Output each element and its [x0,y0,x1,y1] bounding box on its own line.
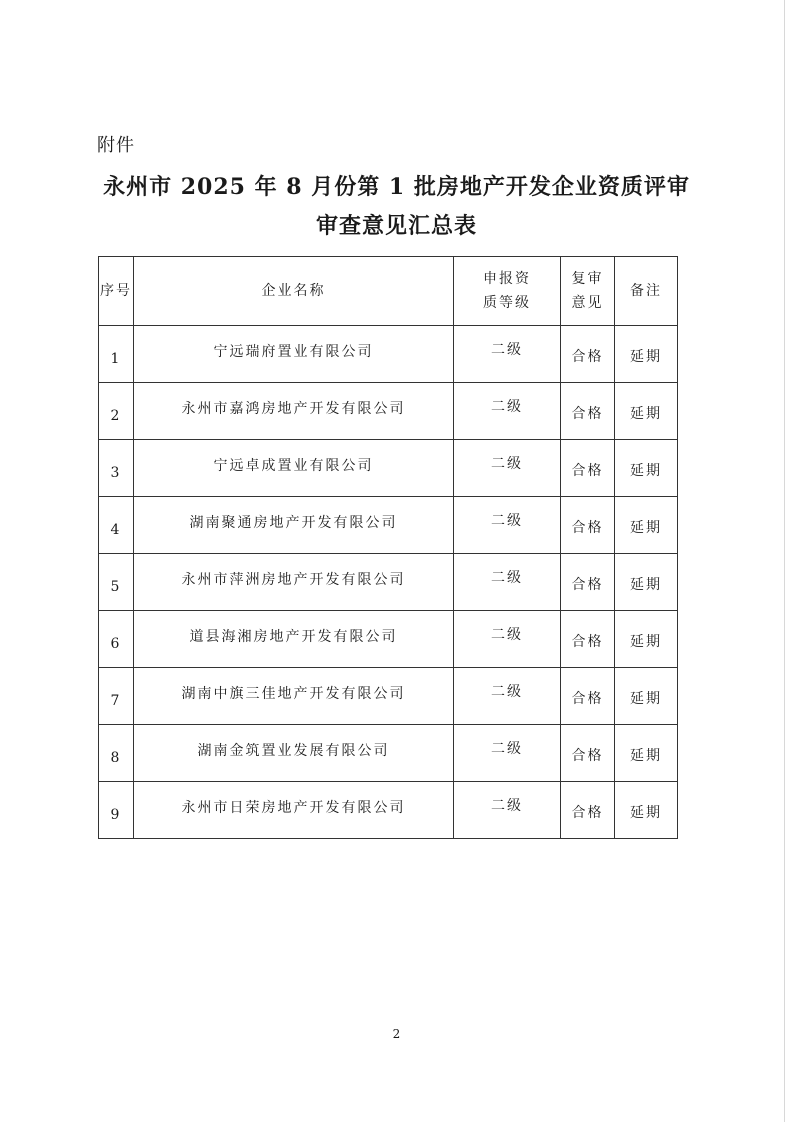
row-review: 合格 [561,554,615,611]
table-row [99,497,678,554]
row-remark: 延期 [615,782,678,839]
row-remark: 延期 [615,497,678,554]
row-company-name: 湖南金筑置业发展有限公司 [134,725,454,782]
row-remark: 延期 [615,668,678,725]
row-remark: 延期 [615,611,678,668]
row-review: 合格 [561,326,615,383]
row-remark: 延期 [615,554,678,611]
row-seq: 9 [99,782,134,839]
table-row [99,440,678,497]
table-row [99,782,678,839]
row-level: 二级 [454,725,561,782]
row-review: 合格 [561,668,615,725]
table-row [99,668,678,725]
row-company-name: 湖南中旗三佳地产开发有限公司 [134,668,454,725]
row-remark: 延期 [615,725,678,782]
document-title-line1: 永州市 2025 年 8 月份第 1 批房地产开发企业资质评审 [103,174,690,200]
row-review: 合格 [561,782,615,839]
header-review-line2: 意见 [571,295,604,311]
review-summary-table [98,256,678,839]
header-review [561,257,615,326]
header-name: 企业名称 [134,257,454,326]
row-company-name: 道县海湘房地产开发有限公司 [134,611,454,668]
row-company-name: 湖南聚通房地产开发有限公司 [134,497,454,554]
row-seq: 6 [99,611,134,668]
row-review: 合格 [561,611,615,668]
row-company-name: 永州市萍洲房地产开发有限公司 [134,554,454,611]
row-seq: 4 [99,497,134,554]
row-level: 二级 [454,611,561,668]
header-level [454,257,561,326]
attachment-label: 附件 [97,135,135,156]
header-level-line1: 申报资 [483,271,531,287]
row-level: 二级 [454,440,561,497]
page-edge [784,0,785,1122]
row-level: 二级 [454,668,561,725]
row-seq: 5 [99,554,134,611]
table-row [99,554,678,611]
header-remark: 备注 [615,257,678,326]
document-title-line2: 审查意见汇总表 [315,213,477,239]
row-company-name: 永州市日荣房地产开发有限公司 [134,782,454,839]
row-company-name: 宁远瑞府置业有限公司 [134,326,454,383]
row-seq: 8 [99,725,134,782]
row-level: 二级 [454,383,561,440]
row-seq: 3 [99,440,134,497]
row-seq: 7 [99,668,134,725]
row-review: 合格 [561,725,615,782]
row-level: 二级 [454,497,561,554]
table-row [99,725,678,782]
row-review: 合格 [561,383,615,440]
row-level: 二级 [454,554,561,611]
row-remark: 延期 [615,440,678,497]
table-row [99,611,678,668]
row-remark: 延期 [615,326,678,383]
row-seq: 2 [99,383,134,440]
row-review: 合格 [561,497,615,554]
header-level-line2: 质等级 [483,295,531,311]
row-review: 合格 [561,440,615,497]
header-review-line1: 复审 [571,271,604,287]
page-number: 2 [392,1027,401,1041]
header-seq: 序号 [99,257,134,326]
row-seq: 1 [99,326,134,383]
row-level: 二级 [454,782,561,839]
table-header-row [99,257,678,326]
row-level: 二级 [454,326,561,383]
table-row [99,383,678,440]
row-remark: 延期 [615,383,678,440]
row-company-name: 宁远卓成置业有限公司 [134,440,454,497]
row-company-name: 永州市嘉鸿房地产开发有限公司 [134,383,454,440]
table-row [99,326,678,383]
